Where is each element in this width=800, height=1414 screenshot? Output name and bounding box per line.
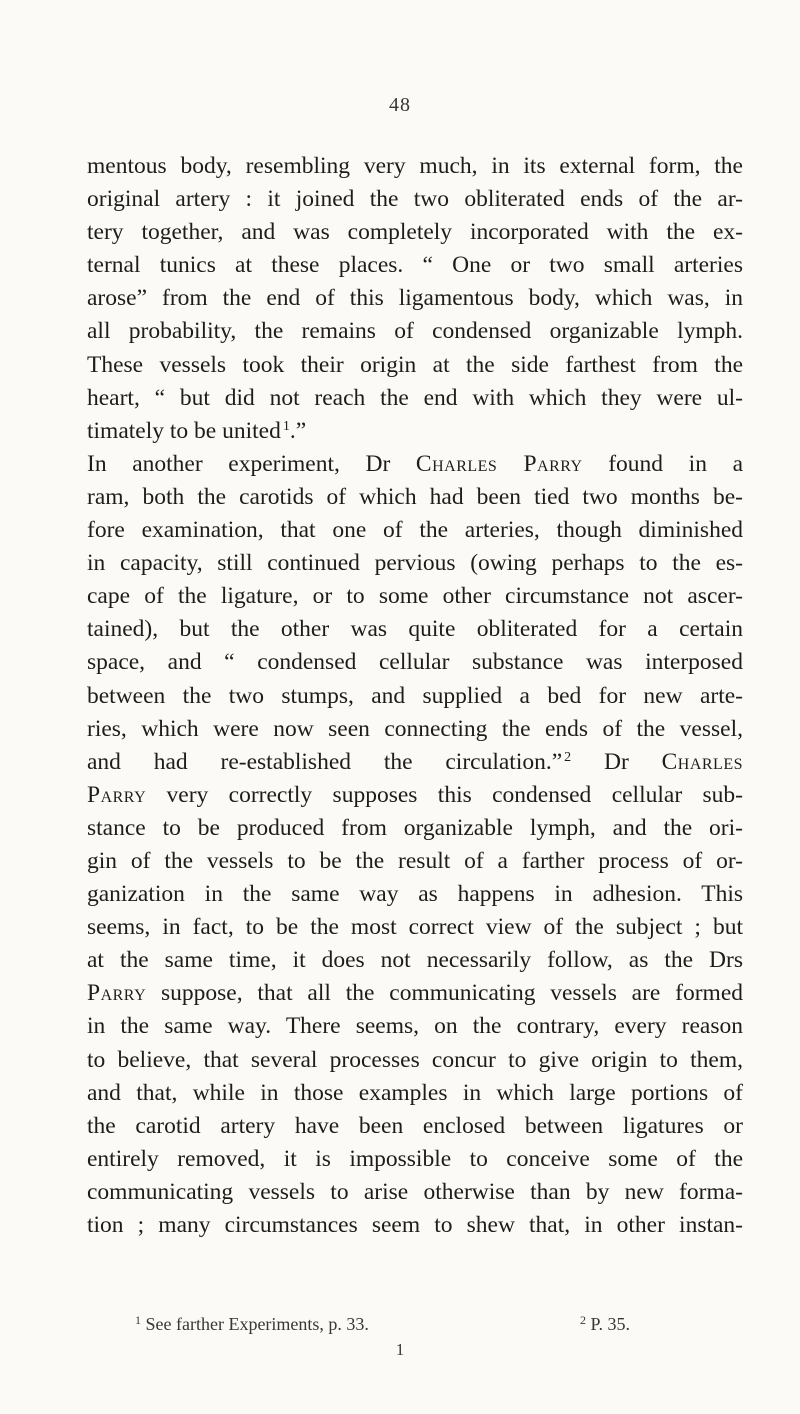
text-line xyxy=(87,448,743,481)
person-name: Charles Parry xyxy=(415,450,583,477)
text-fragment: suppose, that all the communicating vessels are formed xyxy=(160,980,744,1007)
footnote-text: See farther Experiments, p. 33. xyxy=(145,1314,369,1334)
footnote-mark: 1 xyxy=(135,1313,141,1327)
text-line xyxy=(87,779,743,812)
person-name: Parry xyxy=(87,781,147,808)
text-fragment: In another experiment, Dr xyxy=(87,450,391,477)
text-line: ganization in the same way as happens in adhesion. This xyxy=(87,881,743,908)
text-line: arose” from the end of this ligamentous body, which was, in xyxy=(87,285,743,312)
body-text xyxy=(87,150,743,1242)
text-line: and that, while in those examples in which large portions of xyxy=(87,1079,743,1106)
person-name: Charles xyxy=(661,748,743,775)
text-line: tery together, and was completely incorporated with the ex- xyxy=(87,219,743,246)
text-line: all probability, the remains of condensed organizable lymph. xyxy=(87,318,743,345)
text-line: communicating vessels to arise otherwise than by new forma- xyxy=(87,1178,743,1205)
footnote xyxy=(580,1314,630,1335)
text-fragment: timately to be united xyxy=(87,417,281,444)
text-line: to believe, that several processes concur to give origin to them, xyxy=(87,1046,743,1073)
text-line: fore examination, that one of the arteries, though diminished xyxy=(87,517,743,544)
text-line: ries, which were now seen connecting the ends of the vessel, xyxy=(87,715,743,742)
text-line: entirely removed, it is impossible to conceive some of the xyxy=(87,1145,743,1172)
footnote-mark: 2 xyxy=(580,1313,586,1327)
text-line: original artery : it joined the two obliterated ends of the ar- xyxy=(87,186,743,213)
page-number: 48 xyxy=(389,94,411,116)
text-fragment: .” xyxy=(289,417,307,444)
text-line: between the two stumps, and supplied a bed for new arte- xyxy=(87,682,743,709)
text-line xyxy=(87,746,743,779)
footnote xyxy=(135,1314,369,1335)
text-line: ram, both the carotids of which had been tied two months be- xyxy=(87,483,743,510)
text-fragment: and had re-established the circulation.” xyxy=(87,748,563,775)
text-line: tained), but the other was quite obliterated for a certain xyxy=(87,616,743,643)
text-line: in the same way. There seems, on the contrary, every reason xyxy=(87,1013,743,1040)
text-fragment: Dr xyxy=(603,748,629,775)
text-line: space, and “ condensed cellular substance was interposed xyxy=(87,649,743,676)
text-fragment: found in a xyxy=(608,450,743,477)
text-line: ternal tunics at these places. “ One or two small arteries xyxy=(87,252,743,279)
text-line: mentous body, resembling very much, in its external form, the xyxy=(87,153,743,179)
text-line: at the same time, it does not necessarily follow, as the Drs xyxy=(87,947,743,974)
text-line: cape of the ligature, or to some other circumstance not ascer- xyxy=(87,583,743,610)
text-line: tion ; many circumstances seem to shew that, in other instan- xyxy=(87,1212,743,1238)
text-line: seems, in fact, to be the most correct view of the subject ; but xyxy=(87,914,743,941)
text-line: heart, “ but did not reach the end with which they were ul- xyxy=(87,384,743,411)
text-line: in capacity, still continued pervious (owing perhaps to the es- xyxy=(87,550,743,577)
text-line: These vessels took their origin at the side farthest from the xyxy=(87,351,743,378)
text-line: the carotid artery have been enclosed between ligatures or xyxy=(87,1112,743,1139)
text-line xyxy=(87,415,743,448)
person-name: Parry xyxy=(87,980,147,1007)
text-fragment: very correctly supposes this condensed cellular sub- xyxy=(166,781,743,808)
footnote-ref: 2 xyxy=(564,749,572,765)
footnote-text: P. 35. xyxy=(590,1314,631,1334)
signature-mark: 1 xyxy=(395,1340,405,1359)
footnote-ref: 1 xyxy=(282,418,290,434)
text-line: gin of the vessels to be the result of a farther process of or- xyxy=(87,847,743,874)
text-line xyxy=(87,977,743,1010)
text-line: stance to be produced from organizable lymph, and the ori- xyxy=(87,814,743,841)
